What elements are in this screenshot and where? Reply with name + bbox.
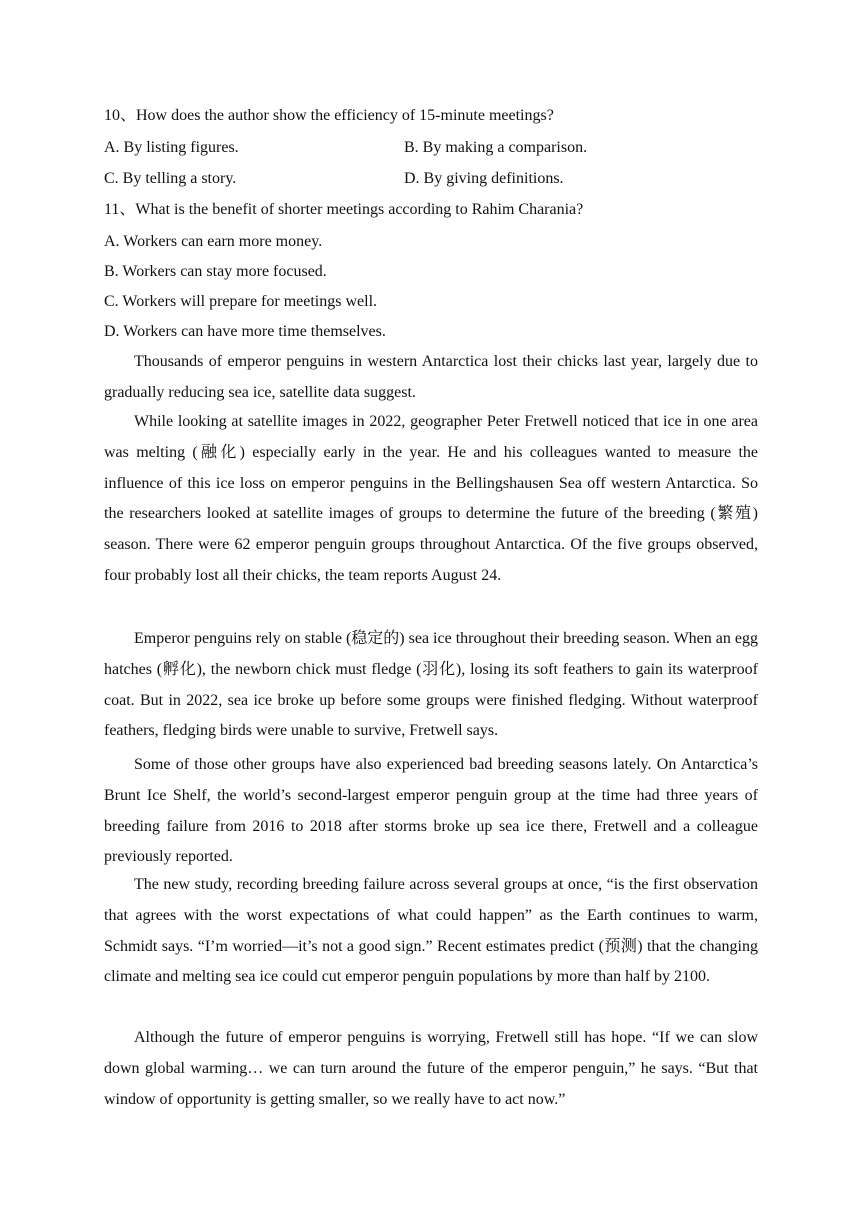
question-11-option-d: D. Workers can have more time themselves. bbox=[104, 323, 386, 340]
passage-paragraph-4: Some of those other groups have also experienced bad breeding seasons lately. On Antarctica’s Brunt Ice Shelf, the world’s second-largest emperor penguin group at the time had three years of breeding failure from 2016 to 2018 after storms broke up sea ice there, Fretwell and a colleague previously reported. bbox=[104, 756, 758, 866]
question-11-option-c: C. Workers will prepare for meetings well. bbox=[104, 293, 378, 310]
passage-paragraph-3: Emperor penguins rely on stable (稳定的) sea ice throughout their breeding season. When an egg hatches (孵化), the newborn chick must fledge (羽化), losing its soft feathers to gain its waterproof coat. But in 2022, sea ice broke up before some groups were finished fledging. Without waterproof feathers, fledging birds were unable to survive, Fretwell says. bbox=[104, 630, 758, 740]
question-10-option-b: B. By making a comparison. bbox=[404, 139, 588, 156]
passage-paragraph-6: Although the future of emperor penguins is worrying, Fretwell still has hope. “If we can slow down global warming… we can turn around the future of the emperor penguin,” he says. “But that window of opportunity is getting smaller, so we really have to act now.” bbox=[104, 1029, 758, 1108]
question-11-stem: 11、What is the benefit of shorter meetings according to Rahim Charania? bbox=[104, 201, 584, 218]
passage-paragraph-1: Thousands of emperor penguins in western Antarctica lost their chicks last year, largely due to gradually reducing sea ice, satellite data suggest. bbox=[104, 353, 758, 401]
question-10-option-d: D. By giving definitions. bbox=[404, 170, 564, 187]
question-10-option-c: C. By telling a story. bbox=[104, 170, 237, 187]
question-10-option-a: A. By listing figures. bbox=[104, 139, 239, 156]
question-11-option-b: B. Workers can stay more focused. bbox=[104, 263, 327, 280]
passage-paragraph-2: While looking at satellite images in 2022, geographer Peter Fretwell noticed that ice in one area was melting (融化) especially early in the year. He and his colleagues wanted to measure the influence of this ice loss on emperor penguins in the Bellingshausen Sea off western Antarctica. So the researchers looked at satellite images of groups to determine the future of the breeding (繁殖) season. There were 62 emperor penguin groups throughout Antarctica. Of the five groups observed, four probably lost all their chicks, the team reports August 24. bbox=[104, 413, 758, 584]
question-11-option-a: A. Workers can earn more money. bbox=[104, 233, 323, 250]
question-10-stem: 10、How does the author show the efficiency of 15-minute meetings? bbox=[104, 107, 554, 124]
passage-paragraph-5: The new study, recording breeding failure across several groups at once, “is the first observation that agrees with the worst expectations of what could happen” as the Earth continues to warm, Schmidt says. “I’m worried—it’s not a good sign.” Recent estimates predict (预测) that the changing climate and melting sea ice could cut emperor penguin populations by more than half by 2100. bbox=[104, 876, 758, 986]
